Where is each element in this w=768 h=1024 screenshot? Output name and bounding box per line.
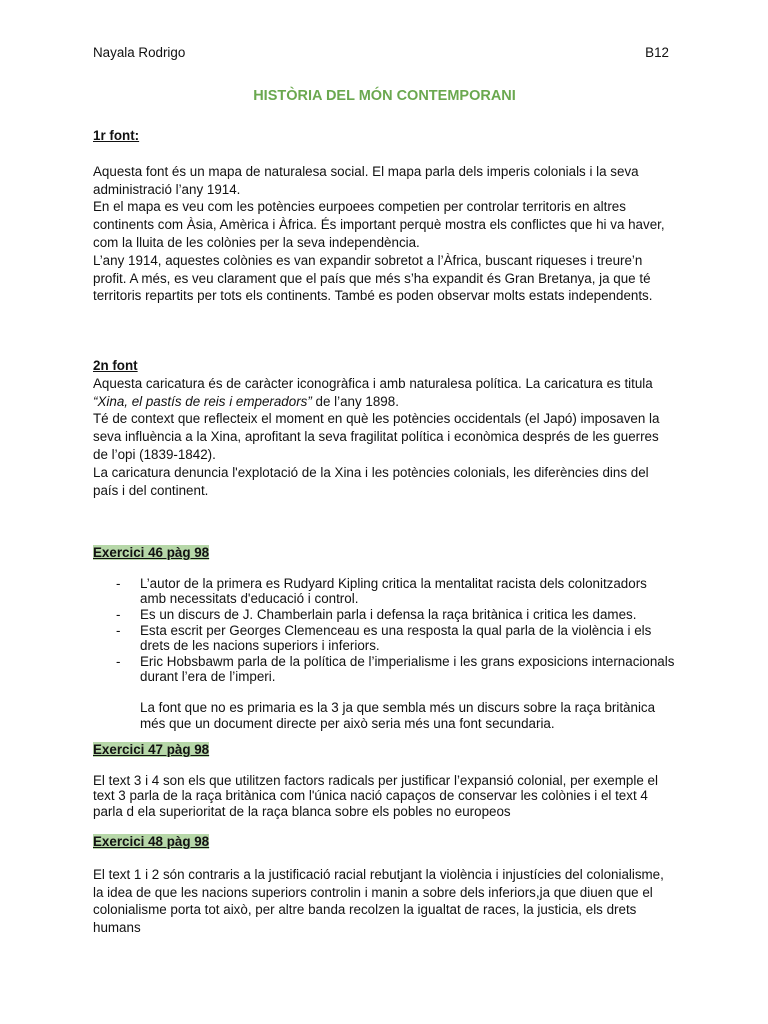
list-item: - Es un discurs de J. Chamberlain parla i defensa la raça britànica i critica les dames. [93, 607, 676, 623]
ex48-text: El text 1 i 2 són contraris a la justificació racial rebutjant la violència i injustícies del colonialisme, la idea de que les nacions superiors controlin i manin a sobre dels inferiors,ja que diuen que el colonialisme porta tot això, per altre banda recolzen la igualtat de races, la justicia, els drets humans [93, 866, 664, 936]
font2-paragraph: La caricatura denuncia l'explotació de la Xina i les potències colonials, les diferències dins del país i del continent. [93, 464, 649, 498]
ex47-section [93, 741, 676, 820]
list-item: - Eric Hobsbawm parla de la política de l’imperialisme i les grans exposicions internacionals durant l’era de l’imperi. [93, 654, 676, 685]
ex48-heading: Exercici 48 pàg 98 [93, 834, 210, 849]
font2-heading: 2n font [93, 358, 138, 373]
caricature-title: “Xina, el pastís de reis i emperadors” [93, 393, 312, 409]
list-item: - Esta escrit per Georges Clemenceau es una resposta la qual parla de la violència i els drets de les nacions superiors i inferiors. [93, 623, 676, 654]
page-header [93, 44, 669, 62]
font1-paragraph: L’any 1914, aquestes colònies es van expandir sobretot a l’Àfrica, buscant riqueses i treure’n profit. A més, es veu clarament que el país que més s’ha expandit és Gran Bretanya, ja que té territoris repartits per tots els continents. També es poden observar molts estats independents. [93, 252, 653, 304]
font1-paragraph: Aquesta font és un mapa de naturalesa social. El mapa parla dels imperis colonials i la seva administració l’any 1914. [93, 163, 639, 197]
ex46-heading: Exercici 46 pàg 98 [93, 545, 210, 560]
font2-p1-text: Aquesta caricatura és de caràcter iconogràfica i amb naturalesa política. La caricatura es titula [93, 375, 653, 391]
font1-paragraph: En el mapa es veu com les potències eurpoees competien per controlar territoris en altres continents com Àsia, Amèrica i Àfrica. És important perquè mostra els conflictes que hi va haver, com la lluita de les colònies per la seva independència. [93, 199, 665, 250]
ex46-note: La font que no es primaria es la 3 ja que sembla més un discurs sobre la raça britànica més que un document directe per això seria més una font secundaria. [140, 699, 656, 731]
font2-p1-end: de l’any 1898. [311, 393, 399, 409]
font2-paragraph [93, 375, 676, 411]
ex48-section [93, 833, 676, 937]
author-name: Nayala Rodrigo [93, 45, 186, 60]
ex47-text: El text 3 i 4 son els que utilitzen factors radicals per justificar l’expansió colonial, per exemple el text 3 parla de la raça britànica com l'única nació capaços de conservar les colònies i el text 4 parla d ela superioritat de la raça blanca sobre els pobles no europeos [93, 772, 658, 819]
ex46-section [93, 544, 676, 731]
font2-paragraph: Té de context que reflecteix el moment en què les potències occidentals (el Japó) imposaven la seva influència a la Xina, aprofitant la seva fragilitat política i econòmica després de les guerres de l’opi (1839-1842). [93, 411, 660, 462]
class-code: B12 [645, 45, 669, 60]
font1-section [93, 127, 676, 305]
font2-section [93, 357, 676, 499]
list-item: - L’autor de la primera es Rudyard Kipling critica la mentalitat racista dels colonitzadors amb necessitats d'educació i control. [93, 576, 676, 607]
ex46-list [93, 576, 676, 685]
document-title: HISTÒRIA DEL MÓN CONTEMPORANI [253, 88, 516, 104]
ex47-heading: Exercici 47 pàg 98 [93, 742, 210, 757]
font1-heading: 1r font: [93, 128, 140, 143]
